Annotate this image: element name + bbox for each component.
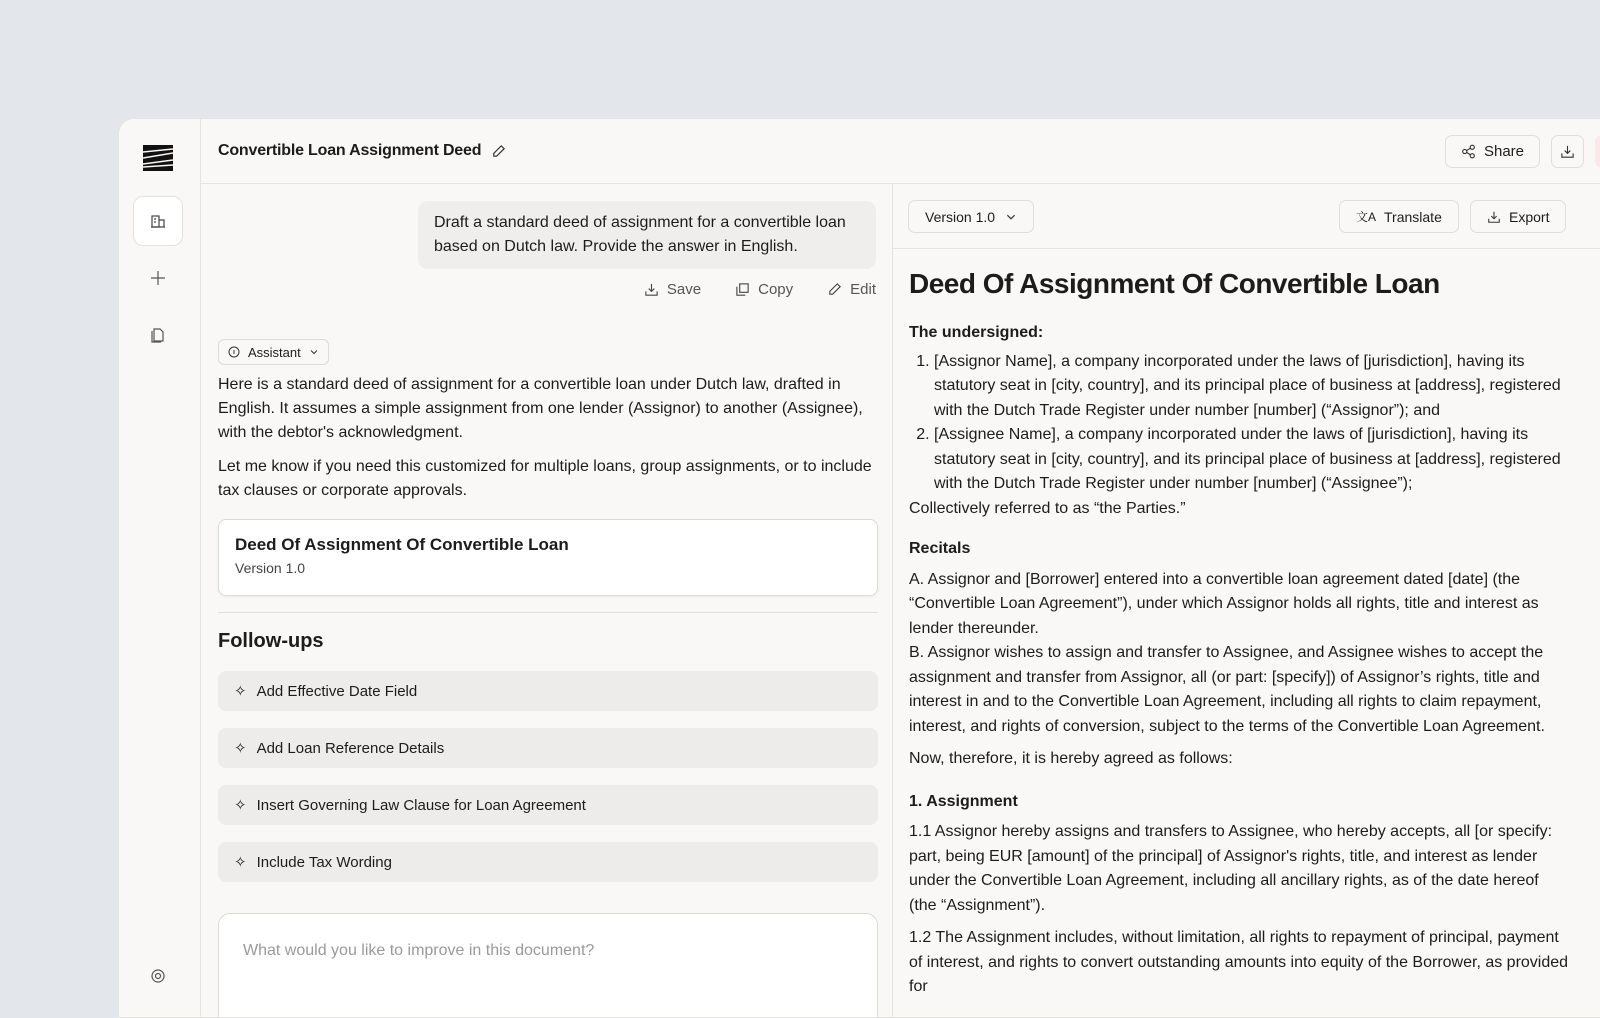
followups-heading: Follow-ups — [218, 630, 324, 652]
document-card[interactable]: Deed Of Assignment Of Convertible Loan Version 1.0 — [218, 519, 878, 596]
chevron-down-icon — [309, 347, 319, 357]
sparkle-icon: ✧ — [234, 683, 247, 700]
edit-title-icon[interactable] — [491, 144, 506, 159]
new-button[interactable] — [133, 253, 183, 303]
chat-panel — [201, 184, 893, 1017]
translate-icon: 文A — [1356, 210, 1377, 224]
edit-button[interactable]: Edit — [827, 281, 876, 298]
download-icon — [644, 282, 659, 297]
share-icon — [1461, 144, 1476, 159]
sidebar — [119, 119, 201, 1017]
assistant-reply: Let me know if you need this customized for multiple loans, group assignments, or to include tax clauses or corporate approvals. — [218, 458, 872, 499]
list-item: 1. [Assignor Name], a company incorporated under the laws of [jurisdiction], having its statutory seat in [city, country], and its principal place of business at [address], registered with the Dutch Trade Register under number [number] (“Assignor”); and — [934, 350, 1569, 424]
document-panel — [893, 184, 1600, 1017]
plus-icon — [150, 270, 166, 286]
document-toolbar — [893, 184, 1600, 249]
sparkle-icon: ✧ — [234, 854, 247, 871]
document-content: Deed Of Assignment Of Convertible Loan The undersigned: 1. [Assignor Name], a company incorporated under the laws of [jurisdiction], having its statutory seat in [city, country], and its principal place of business at [address], registered with the Dutch Trade Register under number [number] (“Assignor”); and 2. [Assignee Name], a company incorporated under the laws of [jurisdiction], having its statutory seat in [city, country], and its principal place of business at [address], registered with the Dutch Trade Register under number [number] (“Assignee”); Collectively referred to as “the Parties.” Recitals A. Assignor and [Borrower] entered into a convertible loan agreement dated [date] (the “Convertible Loan Agreement”), under which Assignor holds all rights, title and interest as lender thereunder. B. Assignor wishes to assign and transfer to Assignee, and Assignee wishes to accept the assignment and transfer from Assignor, all (or part: [specify]) of Assignor’s rights, title and interest in and to the Convertible Loan Agreement, including all rights to claim repayment, interest, and rights of conversion, subject to the terms of the Convertible Loan Agreement. Now, therefore, it is hereby agreed as follows: 1. Assignment 1.1 Assignor hereby assigns and transfers to Assignee, who hereby accepts, all [or specify: part, being EUR [amount] of the principal] of Assignor's rights, title, and interest as lender under the Convertible Loan Agreement, including all ancillary rights, as of the date hereof (the “Assignment”). 1.2 The Assignment includes, without limitation, all rights to repayment of principal, payment of interest, and rights to convert outstanding amounts into equity of the Borrower, as provided for — [909, 267, 1569, 1008]
sparkle-icon: ✧ — [234, 797, 247, 814]
parties-list — [909, 350, 1569, 497]
role-selector[interactable]: Assistant — [218, 339, 329, 365]
list-item: 2. [Assignee Name], a company incorporated under the laws of [jurisdiction], having its statutory seat in [city, country], and its principal place of business at [address], registered with the Dutch Trade Register under number [number] (“Assignee”); — [934, 423, 1569, 497]
copy-button[interactable]: Copy — [735, 281, 793, 298]
copy-icon — [735, 282, 750, 297]
delete-button[interactable] — [1595, 135, 1600, 168]
improve-input[interactable]: What would you like to improve in this document? — [218, 913, 878, 1018]
share-button[interactable]: Share — [1445, 135, 1540, 168]
pencil-icon — [827, 282, 842, 297]
sidebar-item-organization[interactable] — [133, 196, 183, 246]
translate-button[interactable]: 文A Translate — [1339, 200, 1459, 233]
download-icon — [1560, 144, 1575, 159]
followup-item[interactable]: ✧ Include Tax Wording — [218, 842, 878, 882]
copy-icon — [150, 327, 166, 343]
logo-icon — [143, 145, 173, 171]
document-title: Deed Of Assignment Of Convertible Loan — [909, 268, 1440, 299]
followup-item[interactable]: ✧ Insert Governing Law Clause for Loan Agreement — [218, 785, 878, 825]
download-icon — [1487, 210, 1501, 224]
building-icon — [150, 213, 166, 229]
header — [201, 119, 1600, 184]
info-icon — [228, 346, 240, 358]
assistant-reply: Here is a standard deed of assignment for a convertible loan under Dutch law, drafted in English. It assumes a simple assignment from one lender (Assignor) to another (Assignee), with the debtor's acknowledgment. — [218, 376, 863, 441]
documents-button[interactable] — [133, 310, 183, 360]
chevron-down-icon — [1005, 211, 1017, 223]
download-button[interactable] — [1551, 135, 1584, 168]
followup-item[interactable]: ✧ Add Loan Reference Details — [218, 728, 878, 768]
export-button[interactable]: Export — [1470, 200, 1566, 233]
version-select[interactable]: Version 1.0 — [908, 200, 1034, 233]
help-button[interactable] — [133, 951, 183, 1001]
page-title: Convertible Loan Assignment Deed — [218, 142, 482, 159]
followup-item[interactable]: ✧ Add Effective Date Field — [218, 671, 878, 711]
save-button[interactable]: Save — [644, 281, 701, 298]
user-message: Draft a standard deed of assignment for a convertible loan based on Dutch law. Provide the answer in English. — [418, 201, 876, 269]
app-window — [118, 118, 1600, 1018]
help-icon — [150, 968, 166, 984]
sparkle-icon: ✧ — [234, 740, 247, 757]
divider — [218, 612, 878, 613]
